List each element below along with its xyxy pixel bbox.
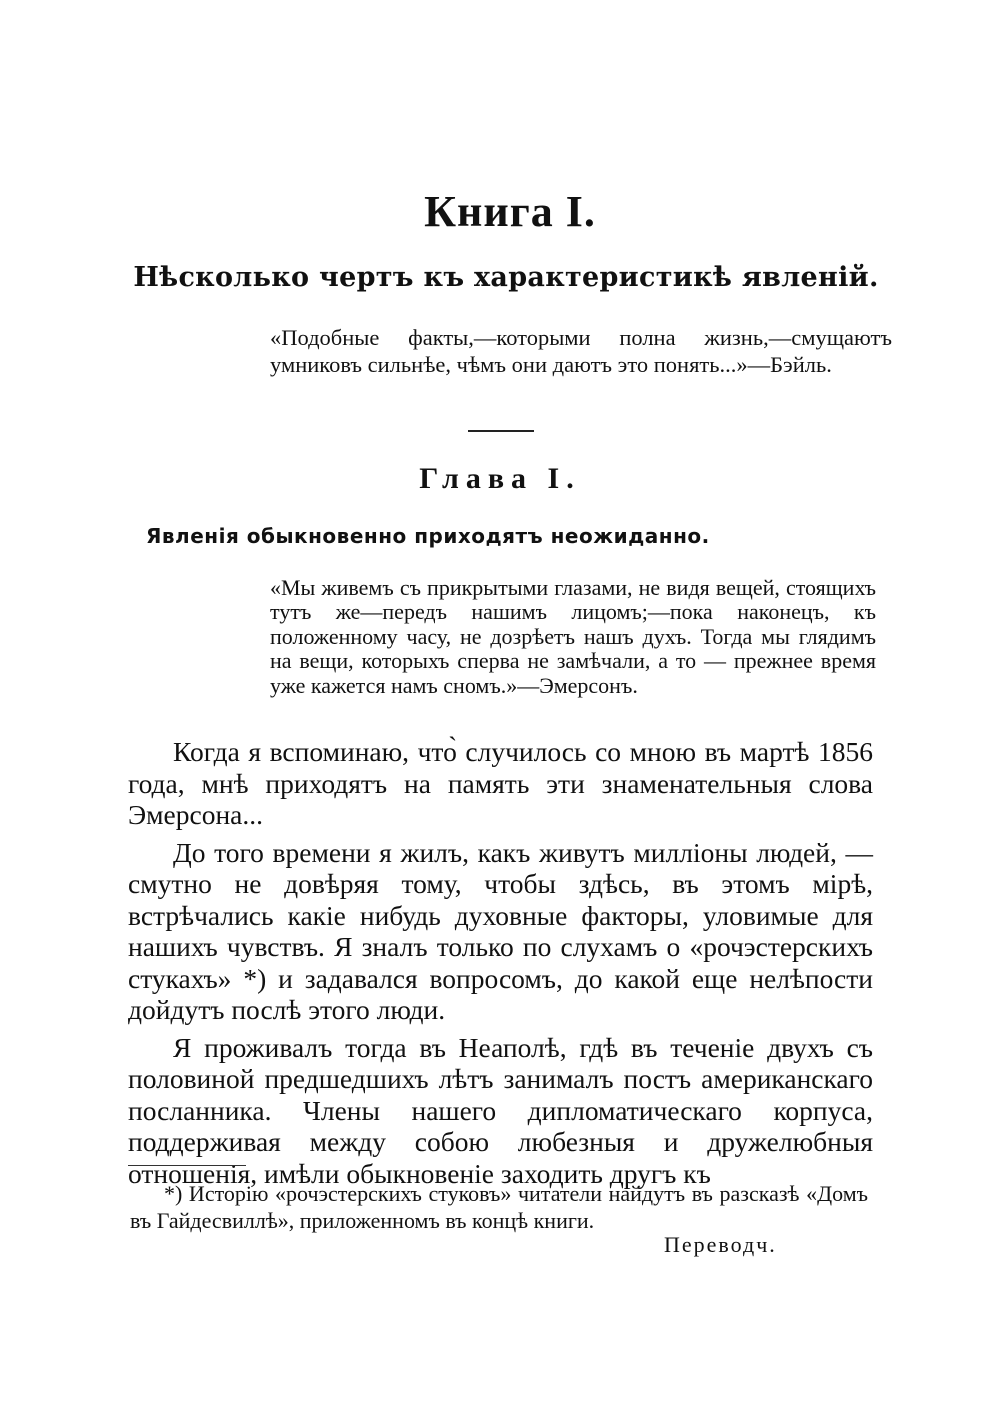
footnote-text: *) Исторію «рочэстерскихъ стуковъ» читатели найдутъ въ разсказѣ «Домъ въ Гайдесвиллѣ», приложенномъ въ концѣ книги. bbox=[130, 1181, 868, 1233]
book-subtitle: Нѣсколько чертъ къ характеристикѣ явленій. bbox=[133, 262, 879, 293]
chapter-subtitle: Явленія обыкновенно приходятъ неожиданно. bbox=[146, 524, 710, 548]
footnote-divider bbox=[128, 1165, 246, 1166]
body-paragraph: Я проживалъ тогда въ Неаполѣ, гдѣ въ теченіе двухъ съ половиной предшедшихъ лѣтъ занималъ постъ американскаго посланника. Члены нашего дипломатическаго корпуса, поддерживая между собою любезныя и дружелюбныя отношенія, имѣли обыкновеніе заходить другъ къ bbox=[128, 1031, 873, 1189]
footnote-signature: Переводч. bbox=[664, 1232, 777, 1257]
section-divider bbox=[468, 430, 534, 432]
footnote bbox=[130, 1180, 868, 1234]
book-title: Книга I. bbox=[424, 187, 596, 236]
body-paragraph: Когда я вспоминаю, что̀ случилось со мною въ мартѣ 1856 года, мнѣ приходятъ на память эти знаменательныя слова Эмерсона... bbox=[128, 736, 873, 830]
book-epigraph: «Подобные факты,—которыми полна жизнь,—смущаютъ умниковъ сильнѣе, чѣмъ они даютъ это понять...»—Бэйль. bbox=[270, 325, 892, 377]
chapter-epigraph: «Мы живемъ съ прикрытыми глазами, не видя вещей, стоящихъ тутъ же—передъ нашимъ лицомъ;—пока наконецъ, къ положенному часу, не дозрѣетъ нашъ духъ. Тогда мы глядимъ на вещи, которыхъ сперва не замѣчали, а то — прежнее время уже кажется намъ сномъ.»—Эмерсонъ. bbox=[270, 575, 876, 698]
body-paragraph: До того времени я жилъ, какъ живутъ милліоны людей, — смутно не довѣряя тому, чтобы здѣсь, въ этомъ мірѣ, встрѣчались какіе нибудь духовные факторы, уловимые для нашихъ чувствъ. Я зналъ только по слухамъ о «рочэстерскихъ стукахъ» *) и задавался вопросомъ, до какой еще нелѣпости дойдутъ послѣ этого люди. bbox=[128, 836, 873, 1025]
body-text bbox=[128, 736, 873, 1195]
chapter-title: Глава I. bbox=[419, 462, 581, 495]
